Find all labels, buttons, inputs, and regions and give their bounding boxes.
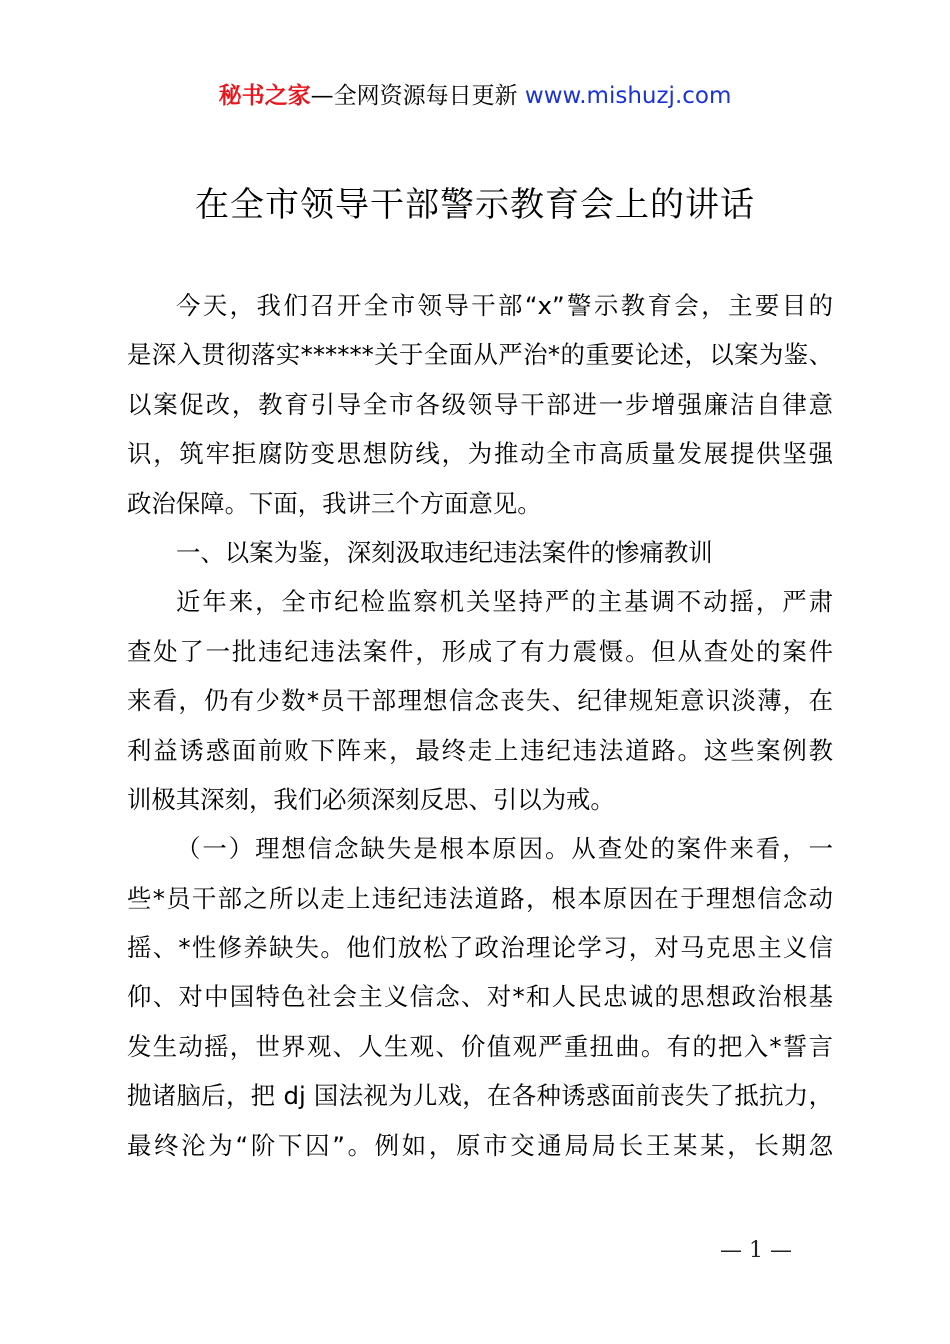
body-line: 识，筑牢拒腐防变思想防线，为推动全市高质量发展提供坚强 — [127, 439, 833, 469]
body-line: 近年来，全市纪检监察机关坚持严的主基调不动摇，严肃 — [176, 587, 833, 617]
body-line: 查处了一批违纪违法案件，形成了有力震慑。但从查处的案件 — [127, 636, 833, 666]
brand-name: 秘书之家 — [218, 83, 311, 109]
section-heading: 一、以案为鉴，深刻汲取违纪违法案件的惨痛教训 — [176, 537, 713, 567]
document-title: 在全市领导干部警示教育会上的讲话 — [195, 185, 755, 225]
body-line: 以案促改，教育引导全市各级领导干部进一步增强廉洁自律意 — [127, 389, 833, 419]
body-line: 来看，仍有少数*员干部理想信念丧失、纪律规矩意识淡薄，在 — [127, 686, 833, 716]
body-line: 些*员干部之所以走上违纪违法道路，根本原因在于理想信念动 — [127, 883, 833, 913]
body-line: 利益诱惑面前败下阵来，最终走上违纪违法道路。这些案例教 — [127, 735, 833, 765]
body-line: 抛诸脑后，把 dj 国法视为儿戏，在各种诱惑面前丧失了抵抗力， — [127, 1081, 833, 1111]
page-number: — 1 — — [720, 1238, 792, 1263]
body-line: 最终沦为“阶下囚”。例如，原市交通局局长王某某，长期忽 — [127, 1130, 833, 1160]
header-tagline: —全网资源每日更新 — [310, 83, 525, 109]
body-line: 今天，我们召开全市领导干部“x”警示教育会，主要目的 — [176, 291, 833, 320]
body-line: 训极其深刻，我们必须深刻反思、引以为戒。 — [127, 784, 615, 814]
body-line: 发生动摇，世界观、人生观、价值观严重扭曲。有的把入*誓言 — [127, 1031, 833, 1061]
body-line: 政治保障。下面，我讲三个方面意见。 — [127, 488, 542, 518]
body-line: （一）理想信念缺失是根本原因。从查处的案件来看，一 — [176, 834, 833, 864]
site-header-banner — [0, 78, 950, 114]
body-line: 摇、*性修养缺失。他们放松了政治理论学习，对马克思主义信 — [127, 933, 833, 963]
document-body — [127, 281, 833, 1170]
site-url-link[interactable]: www.mishuzj.com — [524, 83, 732, 109]
body-line: 是深入贯彻落实******关于全面从严治*的重要论述，以案为鉴、 — [127, 340, 833, 370]
body-line: 仰、对中国特色社会主义信念、对*和人民忠诚的思想政治根基 — [127, 982, 833, 1012]
